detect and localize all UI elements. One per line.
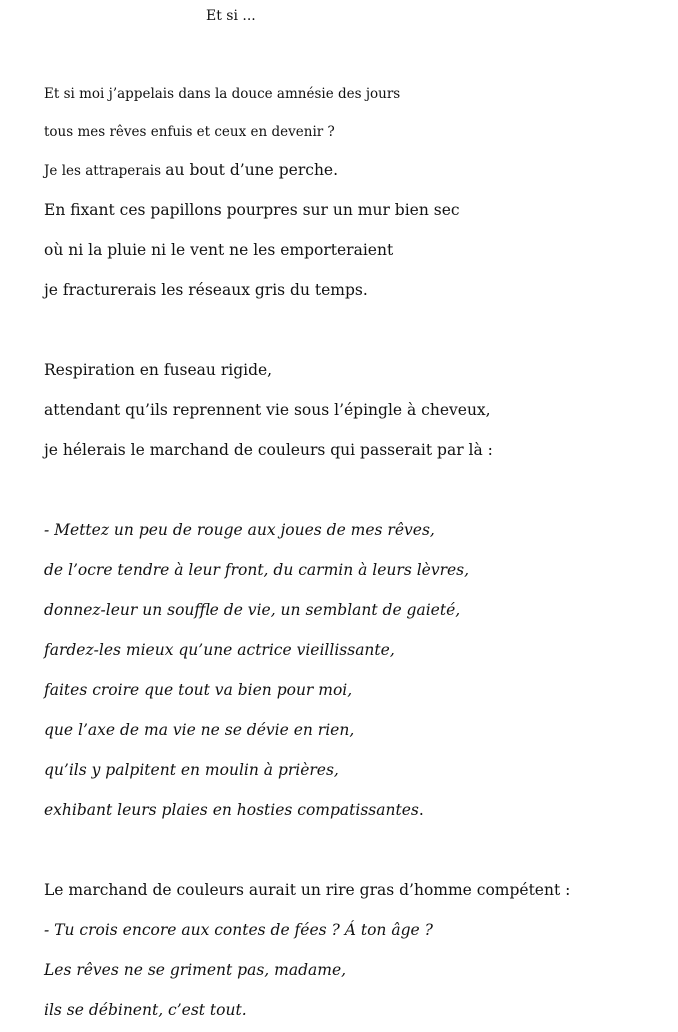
poem-line: donnez-leur un souffle de vie, un semblant de gaieté, [44,601,461,619]
poem-line [44,160,338,181]
poem-line: faites croire que tout va bien pour moi, [44,681,353,699]
poem-line-part: Je les attraperais [44,163,166,179]
poem-line: Les rêves ne se griment pas, madame, [44,961,347,979]
poem-title: Et si ... [206,8,256,24]
poem-line: je hélerais le marchand de couleurs qui passerait par là : [44,441,493,459]
poem-line: fardez-les mieux qu’une actrice vieillissante, [44,641,395,659]
poem-line: tous mes rêves enfuis et ceux en devenir ? [44,124,335,140]
poem-line: Et si moi j’appelais dans la douce amnésie des jours [44,86,401,102]
poem-line: - Mettez un peu de rouge aux joues de mes rêves, [44,521,435,539]
poem-line: de l’ocre tendre à leur front, du carmin à leurs lèvres, [44,561,470,579]
poem-line: où ni la pluie ni le vent ne les emporteraient [44,241,394,259]
poem-line-part: . [418,801,424,819]
poem-line: Respiration en fuseau rigide, [44,361,273,379]
poem-line [44,800,424,820]
poem-line: qu’ils y palpitent en moulin à prières, [44,761,339,779]
poem-line: En fixant ces papillons pourpres sur un mur bien sec [44,201,460,219]
poem-line: ils se débinent, c’est tout. [44,1001,247,1019]
poem-line: attendant qu’ils reprennent vie sous l’épingle à cheveux, [44,401,491,419]
poem-line: que l’axe de ma vie ne se dévie en rien, [44,721,355,739]
poem-line-part: exhibant leurs plaies en hosties compatissantes [44,801,419,819]
poem-line: - Tu crois encore aux contes de fées ? Á ton âge ? [44,921,433,939]
poem-line: Le marchand de couleurs aurait un rire gras d’homme compétent : [44,881,571,899]
poem-line: je fracturerais les réseaux gris du temps. [44,281,368,299]
poem-line-part: au bout d’une perche. [165,161,339,179]
